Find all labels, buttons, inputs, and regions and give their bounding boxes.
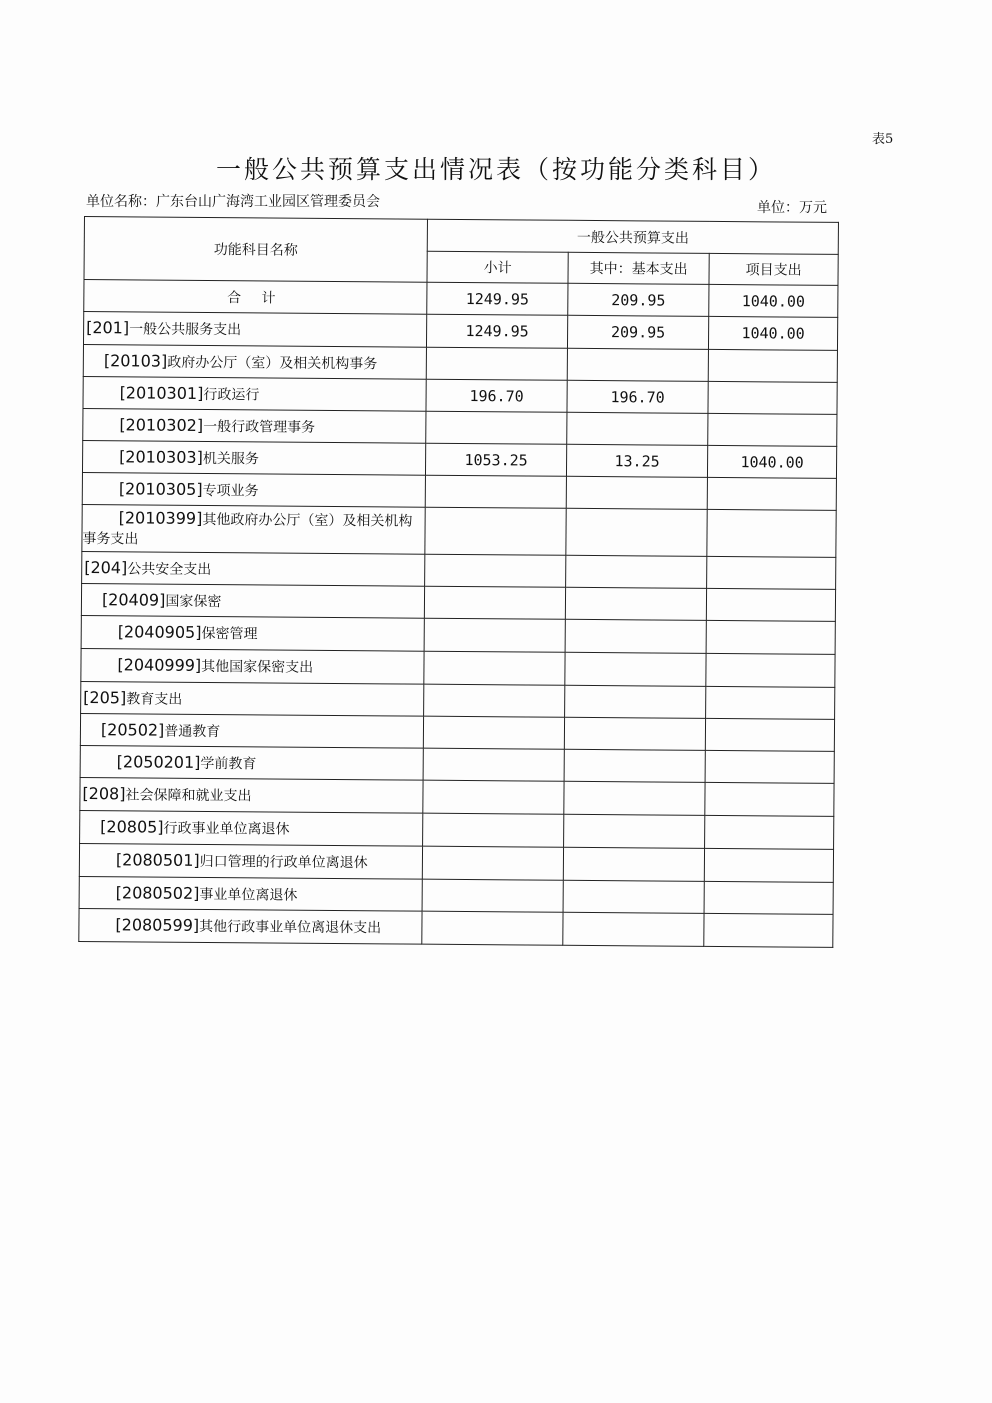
cell-project	[708, 381, 837, 414]
table-row	[79, 908, 833, 947]
row-name	[83, 408, 426, 443]
cell-project: 1040.00	[709, 284, 838, 317]
cell-subtotal	[424, 651, 565, 685]
row-code: [2010399]	[118, 507, 203, 528]
row-code: [204]	[84, 557, 128, 577]
row-name	[82, 472, 425, 507]
row-name	[80, 777, 423, 813]
row-code: [2080502]	[115, 882, 200, 903]
cell-subtotal	[424, 618, 565, 652]
cell-basic	[565, 619, 706, 653]
currency-unit: 单位：万元	[757, 200, 827, 216]
row-label: 事业单位离退休	[199, 886, 298, 904]
budget-table	[78, 216, 839, 948]
row-code: [20103]	[103, 350, 168, 371]
row-code: [20502]	[100, 719, 165, 740]
cell-project	[704, 881, 833, 914]
row-name	[82, 504, 425, 554]
row-label: 保密管理	[201, 625, 258, 643]
cell-project	[708, 413, 837, 446]
cell-subtotal	[426, 347, 567, 380]
cell-subtotal	[424, 586, 565, 619]
cell-subtotal	[423, 716, 564, 749]
cell-project	[705, 718, 834, 751]
row-code: [208]	[82, 784, 126, 804]
cell-basic	[565, 685, 706, 718]
row-label: 专项业务	[202, 482, 259, 499]
row-name	[81, 648, 424, 684]
cell-basic	[565, 652, 706, 686]
cell-subtotal	[425, 507, 566, 555]
cell-project	[708, 349, 837, 382]
row-name	[81, 615, 424, 651]
row-name	[79, 908, 422, 944]
cell-basic: 196.70	[567, 380, 708, 413]
row-label: 一般行政管理事务	[203, 418, 316, 436]
cell-basic	[566, 476, 707, 509]
cell-basic: 209.95	[568, 283, 709, 316]
row-label: 其他国家保密支出	[201, 658, 314, 676]
row-name	[82, 551, 425, 586]
cell-project: 1040.00	[708, 316, 837, 350]
row-label: 社会保障和就业支出	[125, 787, 252, 805]
row-code: [2050201]	[116, 751, 201, 772]
row-label: 教育支出	[126, 690, 183, 708]
col-header-project: 项目支出	[709, 253, 838, 285]
row-name	[80, 713, 423, 748]
cell-subtotal	[423, 780, 564, 814]
cell-project	[705, 750, 834, 783]
row-label: 学前教育	[200, 755, 257, 772]
row-code: [2010302]	[119, 414, 204, 435]
cell-subtotal	[422, 879, 563, 912]
page-title: 一般公共预算支出情况表（按功能分类科目）	[215, 155, 776, 184]
cell-basic	[564, 814, 705, 848]
table-number: 表5	[872, 132, 894, 147]
row-code: [201]	[86, 318, 130, 338]
row-code: [2040999]	[117, 655, 202, 675]
row-label: 政府办公厅（室）及相关机构事务	[167, 354, 378, 372]
cell-project	[704, 848, 833, 882]
cell-subtotal	[423, 748, 564, 781]
cell-basic	[567, 412, 708, 445]
row-code: [20409]	[101, 589, 166, 610]
cell-project	[706, 686, 835, 719]
cell-subtotal	[426, 411, 567, 444]
row-name	[81, 681, 424, 716]
cell-project	[704, 913, 833, 947]
row-code: [20805]	[100, 817, 164, 837]
row-label: 其他行政事业单位离退休支出	[199, 918, 382, 937]
row-name	[82, 440, 425, 475]
cell-basic: 209.95	[567, 315, 708, 349]
cell-project	[706, 653, 835, 687]
row-name: 合 计	[84, 280, 427, 315]
cell-subtotal: 1053.25	[425, 443, 566, 476]
cell-project	[706, 620, 835, 654]
cell-basic	[564, 781, 705, 815]
col-header-basic: 其中：基本支出	[568, 252, 709, 284]
cell-subtotal	[425, 475, 566, 508]
cell-subtotal	[422, 911, 563, 945]
row-name	[83, 312, 426, 348]
cell-basic	[566, 508, 707, 556]
cell-basic	[563, 880, 704, 913]
row-label: 公共安全支出	[127, 560, 212, 578]
unit-name: 单位名称：广东台山广海湾工业园区管理委员会	[86, 194, 380, 210]
cell-project	[707, 477, 836, 510]
row-label: 行政事业单位离退休	[163, 820, 290, 838]
row-code: [2010303]	[119, 446, 203, 467]
row-name	[80, 810, 423, 846]
col-header-name: 功能科目名称	[84, 217, 427, 283]
cell-project	[706, 588, 835, 621]
cell-basic	[564, 717, 705, 750]
cell-basic	[567, 348, 708, 381]
cell-basic	[563, 847, 704, 881]
table-row	[82, 504, 836, 557]
row-code: [2010305]	[118, 478, 203, 499]
row-label: 普通教育	[164, 723, 221, 740]
cell-subtotal	[422, 846, 563, 880]
row-label: 一般公共服务支出	[129, 321, 242, 339]
cell-project	[705, 815, 834, 849]
cell-basic	[565, 587, 706, 620]
cell-basic	[563, 912, 704, 946]
cell-subtotal: 1249.95	[427, 282, 568, 315]
row-code: [2080501]	[115, 850, 200, 870]
row-name	[83, 344, 426, 379]
cell-basic	[566, 555, 707, 588]
cell-subtotal	[425, 554, 566, 587]
row-name	[79, 843, 422, 879]
cell-basic	[564, 749, 705, 782]
cell-project	[707, 509, 836, 557]
row-code: [205]	[83, 687, 127, 707]
cell-subtotal	[423, 813, 564, 847]
row-name	[80, 745, 423, 780]
col-header-group: 一般公共预算支出	[427, 219, 838, 254]
cell-subtotal: 196.70	[426, 379, 567, 412]
row-label: 行政运行	[203, 386, 260, 403]
row-code: [2040905]	[117, 622, 202, 642]
row-code: [2080599]	[115, 915, 200, 935]
row-name	[79, 876, 422, 911]
row-label: 机关服务	[202, 450, 259, 467]
col-header-subtotal: 小计	[427, 251, 568, 283]
row-label: 国家保密	[165, 593, 222, 610]
cell-project	[707, 556, 836, 589]
cell-subtotal	[424, 684, 565, 717]
row-name	[81, 583, 424, 618]
cell-project: 1040.00	[707, 445, 836, 478]
row-label: 归口管理的行政单位离退休	[199, 853, 368, 872]
row-code: [2010301]	[119, 382, 204, 403]
row-label: 其他政府办公厅（室）及相关机构事务支出	[82, 511, 413, 547]
cell-subtotal: 1249.95	[426, 314, 567, 348]
row-name	[83, 376, 426, 411]
cell-basic: 13.25	[566, 444, 707, 477]
cell-project	[705, 782, 834, 816]
